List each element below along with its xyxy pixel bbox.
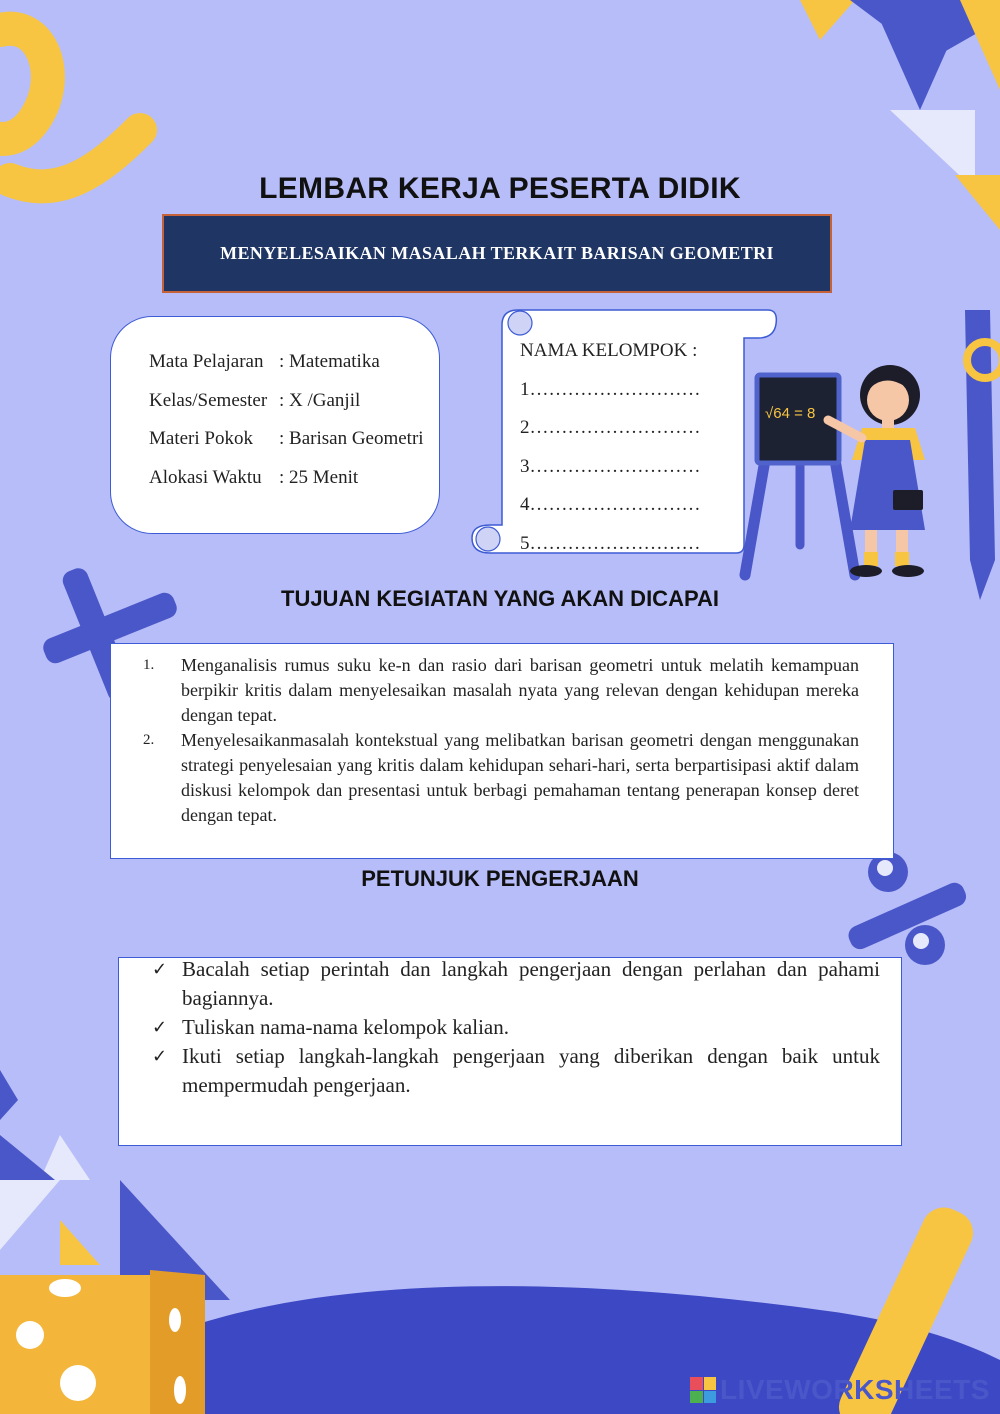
objective-item xyxy=(143,653,859,728)
triangle-shape xyxy=(0,1135,55,1180)
info-label: Mata Pelajaran xyxy=(149,351,264,372)
triangle-shape xyxy=(40,1135,90,1180)
checkmark-icon: ✓ xyxy=(152,959,168,980)
info-row-subject xyxy=(149,351,439,390)
instruction-text: Ikuti setiap langkah-langkah pengerjaan yang diberikan dengan baik untuk mempermudah pengerjaan. xyxy=(182,1044,880,1097)
info-label: Materi Pokok xyxy=(149,428,253,449)
instruction-item xyxy=(152,1013,880,1042)
group-member-field[interactable]: 5……………………… xyxy=(520,532,701,554)
dice-dot-shape xyxy=(16,1321,44,1349)
info-row-time xyxy=(149,467,439,506)
instruction-item xyxy=(152,1042,880,1100)
easel-leg-shape xyxy=(835,460,855,575)
checkmark-icon: ✓ xyxy=(152,1046,168,1067)
dice-dot-shape xyxy=(60,1365,96,1401)
triangle-shape xyxy=(0,1070,18,1120)
instructions-box xyxy=(118,957,902,1146)
info-label: Kelas/Semester xyxy=(149,389,268,411)
objective-item xyxy=(143,728,859,828)
objectives-heading: TUJUAN KEGIATAN YANG AKAN DICAPAI xyxy=(281,586,719,611)
triangle-shape xyxy=(880,20,960,110)
girl-neck-shape xyxy=(882,418,894,428)
info-label: Alokasi Waktu xyxy=(149,466,262,488)
info-card xyxy=(110,316,440,534)
group-member-field[interactable]: 2……………………… xyxy=(520,417,701,438)
scroll-curl-shape xyxy=(476,527,500,551)
subtitle-banner: MENYELESAIKAN MASALAH TERKAIT BARISAN GEOMETRI xyxy=(162,214,832,293)
page-title: LEMBAR KERJA PESERTA DIDIK xyxy=(259,172,741,205)
instructions-heading: PETUNJUK PENGERJAAN xyxy=(361,866,639,891)
board-text: √64 = 8 xyxy=(765,405,816,422)
easel-leg-shape xyxy=(745,460,765,575)
group-member-field[interactable]: 1……………………… xyxy=(520,378,701,400)
triangle-shape xyxy=(0,1180,60,1250)
checkmark-icon: ✓ xyxy=(152,1017,168,1038)
objectives-box xyxy=(110,643,894,859)
objective-number: 2. xyxy=(143,732,155,748)
liveworksheets-brand[interactable] xyxy=(690,1374,990,1406)
triangle-shape xyxy=(800,0,855,40)
instruction-text: Tuliskan nama-nama kelompok kalian. xyxy=(182,1015,509,1039)
group-names-heading: NAMA KELOMPOK : xyxy=(520,340,698,361)
group-names-card xyxy=(520,340,701,571)
girl-shoe-shape xyxy=(850,565,882,577)
girl-face-shape xyxy=(867,379,909,421)
dice-dot-shape xyxy=(174,1376,186,1404)
triangle-shape xyxy=(960,0,1000,90)
objective-text: Menyelesaikanmasalah kontekstual yang melibatkan barisan geometri dengan menggunakan strategi penyelesaian yang kritis dalam kehidupan sehari-hari, serta berpartisipasi aktif dalam diskusi kelompok dan presentasi untuk berbagi pemahaman tentang penerapan konsep deret dengan tepat. xyxy=(181,730,859,825)
group-member-field[interactable]: 4……………………… xyxy=(520,494,701,515)
group-member-field[interactable]: 3……………………… xyxy=(520,455,701,477)
dice-dot-shape xyxy=(49,1279,81,1297)
objective-number: 1. xyxy=(143,657,155,673)
yellow-arc-shape xyxy=(0,29,48,139)
triangle-shape xyxy=(60,1220,100,1265)
liveworksheets-logo-icon xyxy=(690,1377,716,1403)
info-value: : 25 Menit xyxy=(279,466,359,488)
brand-name: LIVEWORKSHEETS xyxy=(720,1374,990,1405)
girl-sock-shape xyxy=(895,552,909,566)
info-row-topic xyxy=(149,428,439,467)
girl-book-shape xyxy=(893,490,923,510)
instruction-item xyxy=(152,955,880,1013)
objective-text: Menganalisis rumus suku ke-n dan rasio dari barisan geometri untuk melatih kemampuan berpikir kritis dalam menyelesaikan masalah nyata yang relevan dengan kehidupan mereka dengan tepat. xyxy=(181,655,859,725)
dice-dot-shape xyxy=(169,1308,181,1332)
info-value: : X /Ganjil xyxy=(279,389,361,411)
info-value: : Barisan Geometri xyxy=(279,428,424,449)
girl-sock-shape xyxy=(864,552,878,566)
scroll-curl-shape xyxy=(508,311,532,335)
info-value: : Matematika xyxy=(279,351,380,372)
instruction-text: Bacalah setiap perintah dan langkah pengerjaan dengan perlahan dan pahami bagiannya. xyxy=(182,957,880,1010)
dot-shape xyxy=(913,933,929,949)
girl-shoe-shape xyxy=(892,565,924,577)
info-row-class xyxy=(149,390,439,429)
